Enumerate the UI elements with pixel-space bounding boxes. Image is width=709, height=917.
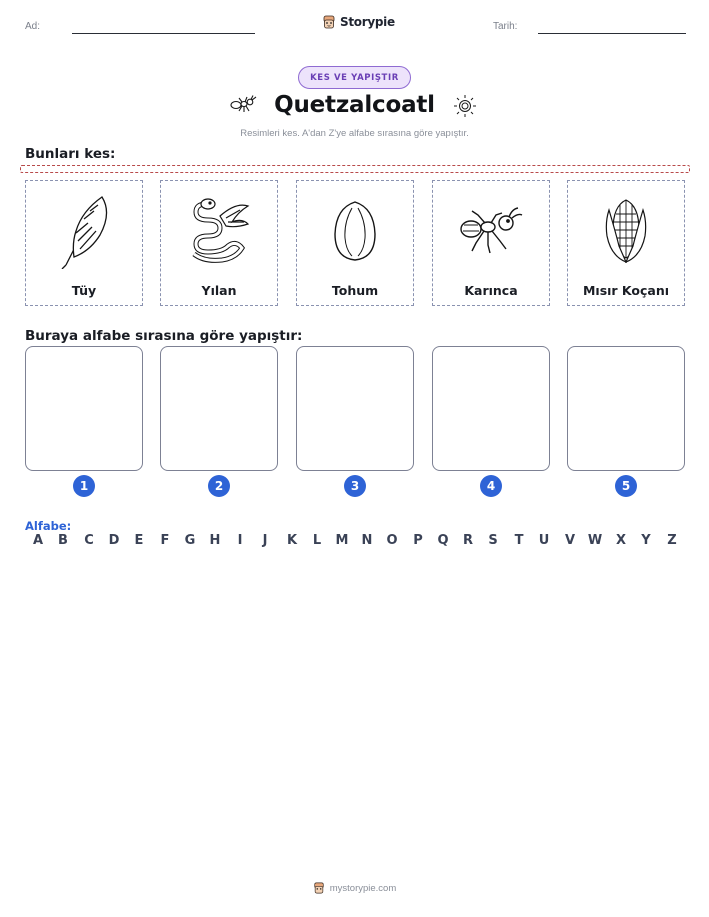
alphabet-letter: J [262, 533, 268, 548]
paste-box-3[interactable] [296, 346, 414, 471]
cut-card-label: Mısır Koçanı [582, 283, 670, 298]
alphabet-letter: F [160, 533, 170, 548]
number-badge: 5 [615, 475, 637, 497]
alphabet-letter: A [32, 533, 44, 548]
serpent-icon [186, 196, 252, 266]
brand-name: Storypie [340, 15, 395, 29]
cut-card-label: Tüy [71, 283, 97, 298]
alphabet-letter: E [134, 533, 144, 548]
paste-box-1[interactable] [25, 346, 143, 471]
ant-icon [228, 94, 258, 114]
brand-logo [322, 12, 395, 32]
cut-section-title: Bunları kes: [25, 146, 116, 162]
number-badge: 3 [344, 475, 366, 497]
footer [0, 879, 709, 897]
alphabet-letter: B [58, 533, 68, 548]
alphabet-letter: O [386, 533, 398, 548]
cut-card-serpent[interactable] [160, 180, 278, 306]
cut-card-label: Yılan [201, 283, 237, 298]
alphabet-letter: Z [667, 533, 677, 548]
feather-icon [54, 193, 114, 269]
ant-icon [458, 205, 524, 257]
paste-box-5[interactable] [567, 346, 685, 471]
footer-url[interactable]: mystorypie.com [329, 882, 397, 894]
activity-badge: KES VE YAPIŞTIR [298, 66, 411, 89]
paste-box-2[interactable] [160, 346, 278, 471]
alphabet-letter: P [413, 533, 423, 548]
alphabet-letter: N [361, 533, 373, 548]
storypie-mascot-icon [322, 14, 336, 30]
alphabet-letter: M [335, 533, 349, 548]
storypie-mascot-icon [313, 881, 325, 895]
number-badge: 1 [73, 475, 95, 497]
paste-box-4[interactable] [432, 346, 550, 471]
alphabet-letter: H [209, 533, 221, 548]
cut-card-ant[interactable] [432, 180, 550, 306]
number-badge: 2 [208, 475, 230, 497]
alphabet-letter: K [286, 533, 298, 548]
alphabet-letter: G [184, 533, 196, 548]
date-line[interactable] [538, 33, 686, 34]
sun-icon [452, 93, 478, 119]
name-label: Ad: [25, 21, 41, 32]
number-badge: 4 [480, 475, 502, 497]
cut-card-label: Karınca [464, 283, 518, 298]
alphabet-letter: X [615, 533, 627, 548]
corn-icon [601, 196, 651, 266]
name-line[interactable] [72, 33, 255, 34]
alphabet-letter: Q [437, 533, 449, 548]
paste-section-title: Buraya alfabe sırasına göre yapıştır: [25, 328, 303, 344]
cut-card-feather[interactable] [25, 180, 143, 306]
instructions: Resimleri kes. A'dan Z'ye alfabe sırasına göre yapıştır. [240, 128, 469, 139]
alphabet-letter: W [587, 533, 603, 548]
alphabet-row [25, 533, 685, 551]
alphabet-letter: U [538, 533, 550, 548]
alphabet-letter: V [564, 533, 576, 548]
cut-card-label: Tohum [331, 283, 379, 298]
alphabet-letter: Y [641, 533, 651, 548]
alphabet-label: Alfabe: [25, 519, 72, 533]
alphabet-letter: C [84, 533, 94, 548]
alphabet-letter: S [488, 533, 498, 548]
seed-icon [330, 198, 380, 264]
cut-card-corn[interactable] [567, 180, 685, 306]
alphabet-letter: L [312, 533, 322, 548]
cut-card-seed[interactable] [296, 180, 414, 306]
date-label: Tarih: [493, 21, 518, 32]
alphabet-letter: D [108, 533, 120, 548]
alphabet-letter: R [462, 533, 473, 548]
page-title: Quetzalcoatl [274, 92, 435, 118]
alphabet-letter: I [237, 533, 243, 548]
cut-line [20, 165, 690, 173]
alphabet-letter: T [514, 533, 524, 548]
